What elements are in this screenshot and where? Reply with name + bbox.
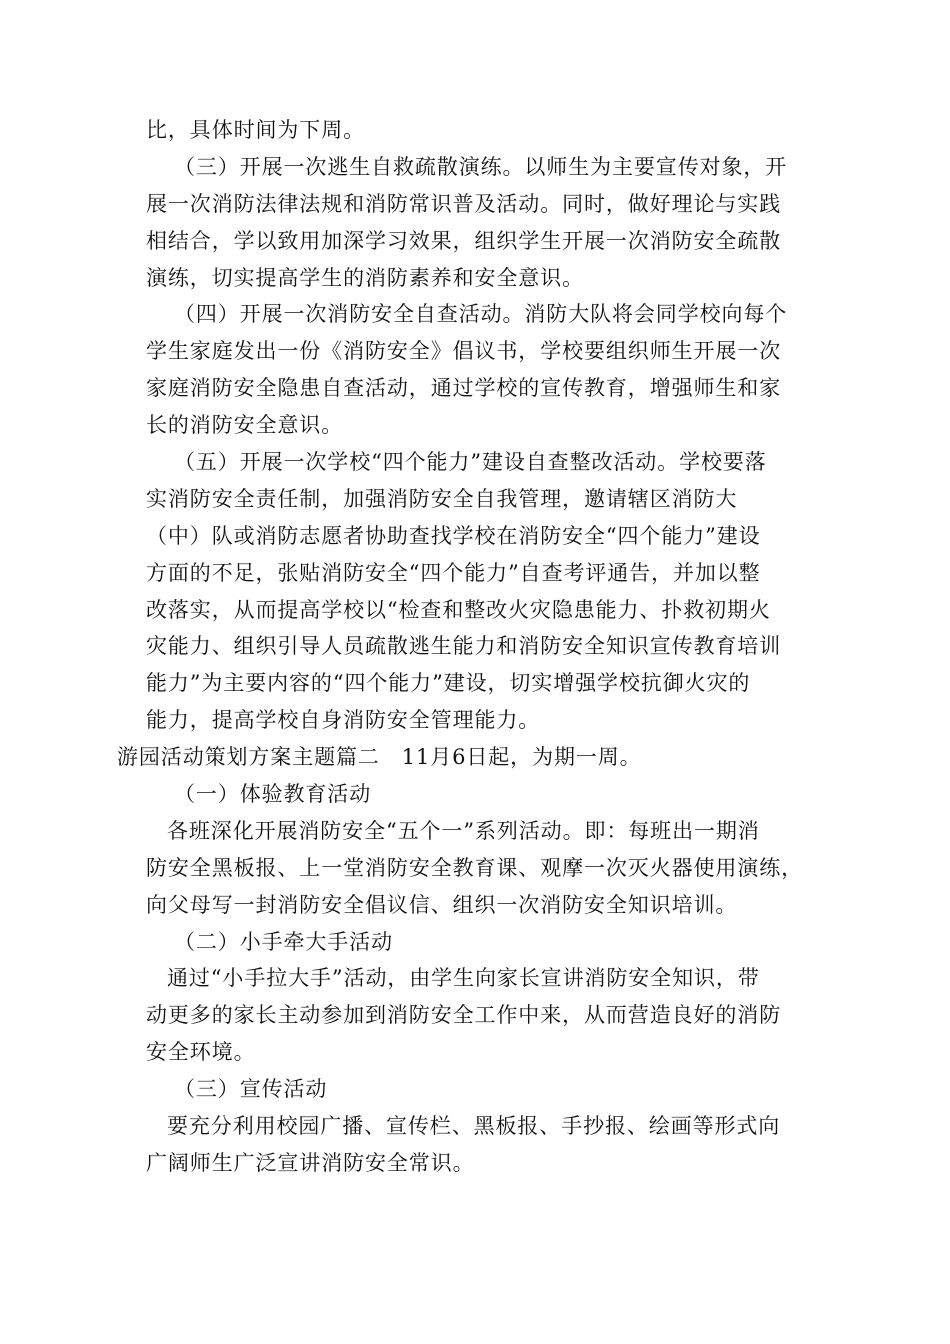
subsection-heading: （一）体验教育活动	[174, 782, 372, 807]
text-line: 实消防安全责任制，加强消防安全自我管理，邀请辖区消防大	[146, 486, 738, 511]
text-line: 各班深化开展消防安全“五个一”系列活动。即：每班出一期消	[167, 818, 760, 843]
text-line: 灾能力、组织引导人员疏散逃生能力和消防安全知识宣传教育培训	[146, 634, 782, 659]
text-line: 要充分利用校园广播、宣传栏、黑板报、手抄报、绘画等形式向	[167, 1114, 781, 1139]
text-line: 能力”为主要内容的“四个能力”建设，切实增强学校抗御火灾的	[146, 671, 751, 696]
text-line: 长的消防安全意识。	[146, 413, 344, 438]
subsection-heading: （三）宣传活动	[174, 1077, 328, 1102]
text-line: 展一次消防法律法规和消防常识普及活动。同时，做好理论与实践	[146, 191, 782, 216]
text-line: 改落实，从而提高学校以“检查和整改火灾隐患能力、扑救初期火	[146, 597, 771, 622]
paragraph-heading: （五）开展一次学校“四个能力”建设自查整改活动。学校要落	[174, 450, 767, 475]
text-line: 相结合，学以致用加深学习效果，组织学生开展一次消防安全疏散	[146, 228, 782, 253]
text-line: 方面的不足，张贴消防安全“四个能力”自查考评通告，并加以整	[146, 560, 761, 585]
subsection-heading: （二）小手牵大手活动	[174, 929, 393, 954]
paragraph-heading: （三）开展一次逃生自救疏散演练。以师生为主要宣传对象，开	[174, 154, 788, 179]
text-line: 家庭消防安全隐患自查活动，通过学校的宣传教育，增强师生和家	[146, 376, 782, 401]
text-line: 安全环境。	[146, 1040, 256, 1065]
text-line: （中）队或消防志愿者协助查找学校在消防安全“四个能力”建设	[146, 523, 761, 548]
paragraph-heading: （四）开展一次消防安全自查活动。消防大队将会同学校向每个	[174, 302, 788, 327]
section-title: 游园活动策划方案主题篇二 11月6日起，为期一周。	[117, 745, 642, 770]
text-line: 演练，切实提高学生的消防素养和安全意识。	[146, 265, 584, 290]
text-line: 向父母写一封消防安全倡议信、组织一次消防安全知识培训。	[146, 892, 738, 917]
text-line: 防安全黑板报、上一堂消防安全教育课、观摩一次灭火器使用演练，	[146, 855, 803, 880]
text-line: 能力，提高学校自身消防安全管理能力。	[146, 708, 541, 733]
text-line: 通过“小手拉大手”活动，由学生向家长宣讲消防安全知识，带	[167, 966, 760, 991]
text-line: 动更多的家长主动参加到消防安全工作中来，从而营造良好的消防	[146, 1003, 782, 1028]
text-line: 比，具体时间为下周。	[146, 118, 365, 142]
document-page	[117, 112, 806, 1182]
text-line: 广阔师生广泛宣讲消防安全常识。	[146, 1150, 475, 1175]
text-line: 学生家庭发出一份《消防安全》倡议书，学校要组织师生开展一次	[146, 339, 782, 364]
